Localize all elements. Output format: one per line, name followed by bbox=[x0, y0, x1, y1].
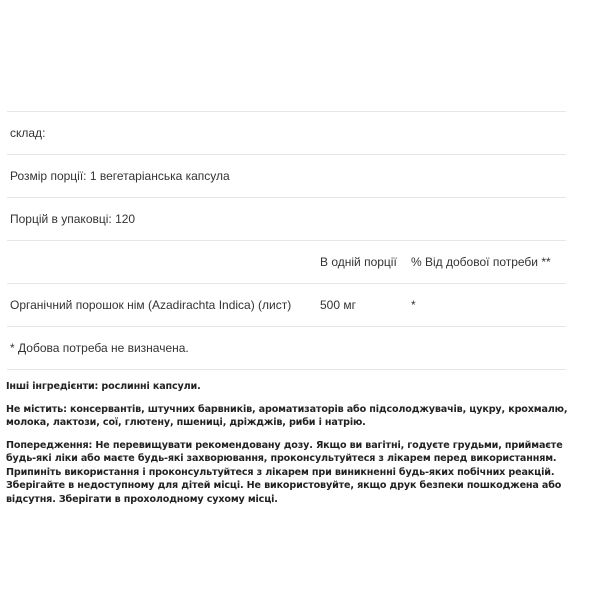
product-notes bbox=[6, 380, 591, 515]
daily-value-footnote: * Добова потреба не визначена. bbox=[10, 341, 189, 355]
other-ingredients: Інші інгредієнти: рослинні капсули. bbox=[6, 381, 201, 392]
facts-title: склад: bbox=[10, 126, 46, 140]
supplement-facts-table bbox=[7, 111, 566, 370]
ingredient-amount: 500 мг bbox=[320, 298, 356, 312]
table-header-row bbox=[7, 240, 566, 283]
ingredient-name: Органічний порошок нім (Azadirachta Indica) (лист) bbox=[10, 298, 292, 312]
servings-per-container-row bbox=[7, 197, 566, 240]
ingredient-daily-value: * bbox=[411, 298, 416, 312]
serving-size-row bbox=[7, 154, 566, 197]
warning: Попередження: Не перевищувати рекомендовану дозу. Якщо ви вагітні, годуєте грудьми, приймаєте будь-які ліки або маєте будь-які захворювання, проконсультуйтеся з лікарем перед використанням. Припиніть використання і проконсультуйтеся з лікарем при виникненні будь-яких побічних реакцій. Зберігайте в недоступному для дітей місці. Не використовуйте, якщо друк безпеки пошкоджена або відсутня. Зберігати в прохолодному сухому місці. bbox=[6, 439, 563, 505]
header-amount-per-serving: В одній порції bbox=[320, 255, 397, 269]
does-not-contain: Не містить: консервантів, штучних барвників, ароматизаторів або підсолоджувачів, цукру, крохмалю, молока, лактози, сої, глютену, пшениці, дріжджів, риби і натрію. bbox=[6, 403, 568, 428]
servings-per-container: Порцій в упаковці: 120 bbox=[10, 212, 136, 226]
facts-title-row bbox=[7, 111, 566, 154]
footnote-row bbox=[7, 326, 566, 370]
table-row bbox=[7, 283, 566, 326]
header-daily-value: % Від добової потреби ** bbox=[411, 255, 551, 269]
serving-size: Розмір порції: 1 вегетаріанська капсула bbox=[10, 169, 230, 183]
